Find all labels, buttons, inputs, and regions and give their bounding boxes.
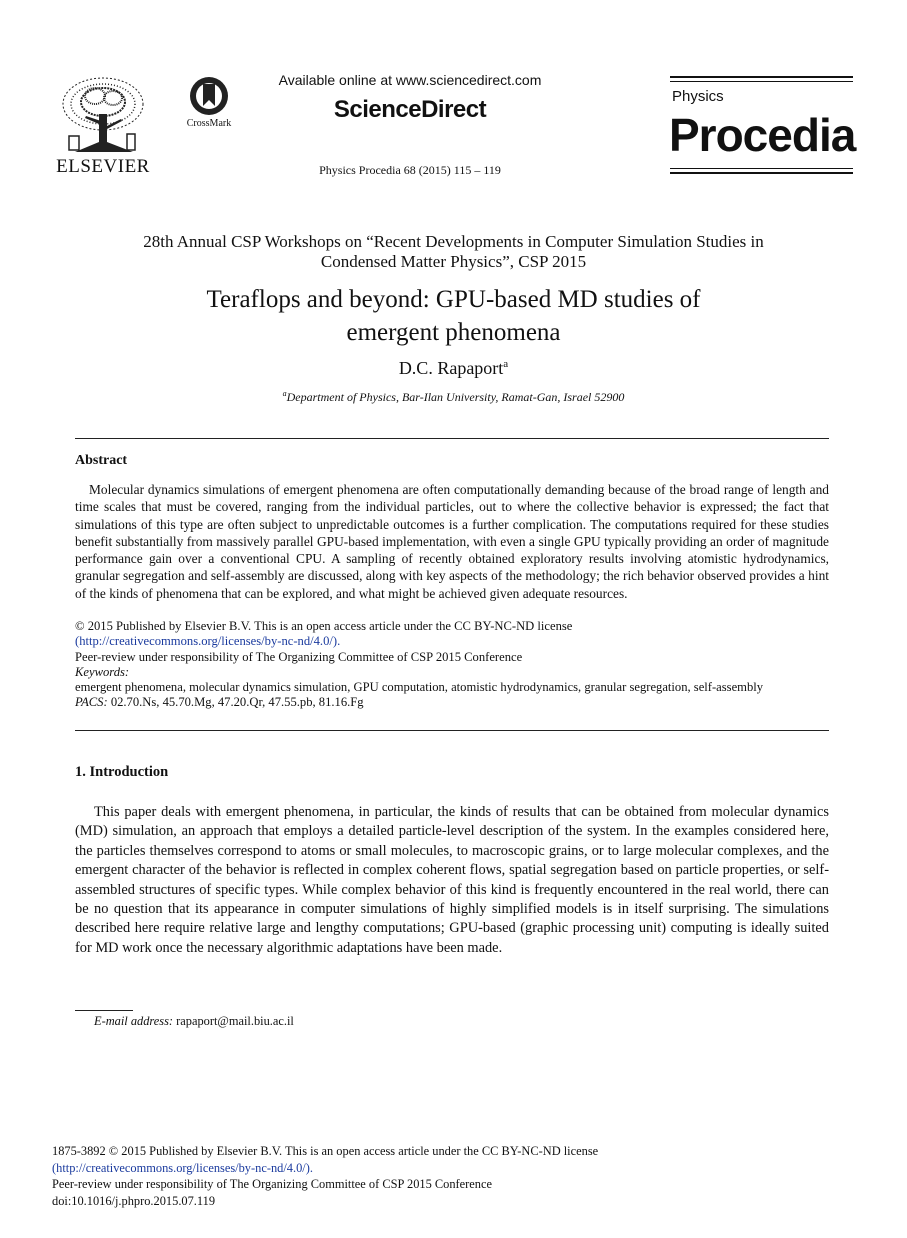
introduction-text: This paper deals with emergent phenomena, in particular, the kinds of results that can be obtained from molecular dynamics (MD) simulation, an approach that employs a detailed particle-level description of the system. In the examples considered here, the particles themselves correspond to atoms or small molecules, to macroscopic grains, or to large molecular complexes, and the emergent character of the behavior is reflected in complex coherent flows, spatial segregation based on particle properties, or self-assembled structures of specific types. While complex behavior of this kind is frequently encountered in the real world, there can be no question that its appearance in computer simulations of highly simplified models is in itself surprising. The simulations described here require relative large and lengthy computations; GPU-based (graphic processing unit) computing is ideally suited for MD work once the necessary algorithmic adaptations have been made.	[75, 804, 829, 956]
license-block	[75, 619, 829, 711]
footer-license-link[interactable]: (http://creativecommons.org/licenses/by-nc-nd/4.0/).	[52, 1160, 313, 1175]
conference-line-1: 28th Annual CSP Workshops on “Recent Developments in Computer Simulation Studies in	[143, 232, 764, 251]
elsevier-logo	[55, 74, 151, 178]
keywords-label: Keywords:	[75, 664, 130, 679]
crossmark-badge[interactable]	[180, 76, 238, 136]
title-line-1: Teraflops and beyond: GPU-based MD studies of	[206, 286, 701, 313]
elsevier-tree-icon	[55, 74, 151, 154]
abstract-top-rule	[75, 438, 829, 439]
crossmark-icon	[180, 76, 238, 118]
abstract-text: Molecular dynamics simulations of emergent phenomena are often computationally demanding because of the broad range of length and time scales that must be covered, ranging from the individual particles, out to where the collective behavior is expressed; the fact that simulations of this type are often subject to unpredictable outcomes is a further complication. The computations required for these studies benefit substantially from massively parallel GPU-based implementation, with even a single GPU typically providing an order of magnitude performance gain over a conventional CPU. A sampling of recently obtained exploratory results involving atomistic hydrodynamics, granular segregation and self-assembly are discussed, along with key aspects of the methodology; the rich behavior observed provides a hint of the kinds of phenomena that can be explored, and what might be achieved given adequate resources.	[75, 482, 829, 601]
journal-reference: Physics Procedia 68 (2015) 115 – 119	[319, 163, 501, 177]
logo-rule-top	[670, 76, 853, 78]
author-affil-mark: a	[503, 358, 509, 370]
abstract-bottom-rule	[75, 730, 829, 731]
conference-name	[60, 232, 847, 272]
title-line-2: emergent phenomena	[346, 319, 561, 346]
pacs-label: PACS:	[75, 695, 108, 710]
pacs-codes: 02.70.Ns, 45.70.Mg, 47.20.Qr, 47.55.pb, 81.16.Fg	[110, 695, 364, 710]
footer-peer-review: Peer-review under responsibility of The Organizing Committee of CSP 2015 Conference	[52, 1177, 492, 1192]
affiliation	[60, 389, 847, 405]
logo-rule-top-thin	[670, 81, 853, 82]
publisher-logo-text: ELSEVIER	[56, 156, 150, 177]
journal-logo-line2: Procedia	[669, 109, 856, 161]
logo-rule-bottom	[670, 172, 853, 174]
section-heading-introduction: 1. Introduction	[75, 764, 169, 780]
sciencedirect-logo: ScienceDirect	[333, 96, 487, 123]
available-online-text: Available online at www.sciencedirect.com	[278, 72, 542, 88]
paper-title	[60, 283, 847, 349]
journal-logo	[669, 76, 856, 176]
footer-issn-license: 1875-3892 © 2015 Published by Elsevier B.V. This is an open access article under the CC BY-NC-ND license	[52, 1144, 599, 1158]
email-label: E-mail address:	[94, 1014, 174, 1028]
footnote-email	[94, 1014, 294, 1029]
page-footer	[52, 1143, 752, 1209]
license-line: © 2015 Published by Elsevier B.V. This is an open access article under the CC BY-NC-ND license	[75, 619, 573, 633]
affiliation-mark: a	[282, 389, 287, 398]
keywords-list: emergent phenomena, molecular dynamics simulation, GPU computation, atomistic hydrodynamics, granular segregation, self-assembly	[75, 680, 764, 695]
license-link[interactable]: (http://creativecommons.org/licenses/by-nc-nd/4.0/).	[75, 634, 341, 649]
journal-logo-line1: Physics	[672, 88, 724, 105]
conference-line-2: Condensed Matter Physics”, CSP 2015	[320, 252, 587, 271]
footer-doi[interactable]: doi:10.1016/j.phpro.2015.07.119	[52, 1193, 216, 1208]
footnote-rule	[75, 1010, 133, 1011]
author-name: D.C. Rapaport	[398, 358, 504, 378]
author	[60, 358, 847, 379]
email-address[interactable]: rapaport@mail.biu.ac.il	[176, 1014, 294, 1028]
logo-rule-bottom-thin	[670, 168, 853, 169]
affiliation-text: Department of Physics, Bar-Ilan University, Ramat-Gan, Israel 52900	[286, 390, 625, 404]
abstract-heading: Abstract	[75, 453, 128, 468]
peer-review-line: Peer-review under responsibility of The Organizing Committee of CSP 2015 Conference	[75, 649, 523, 664]
crossmark-label: CrossMark	[186, 118, 232, 129]
